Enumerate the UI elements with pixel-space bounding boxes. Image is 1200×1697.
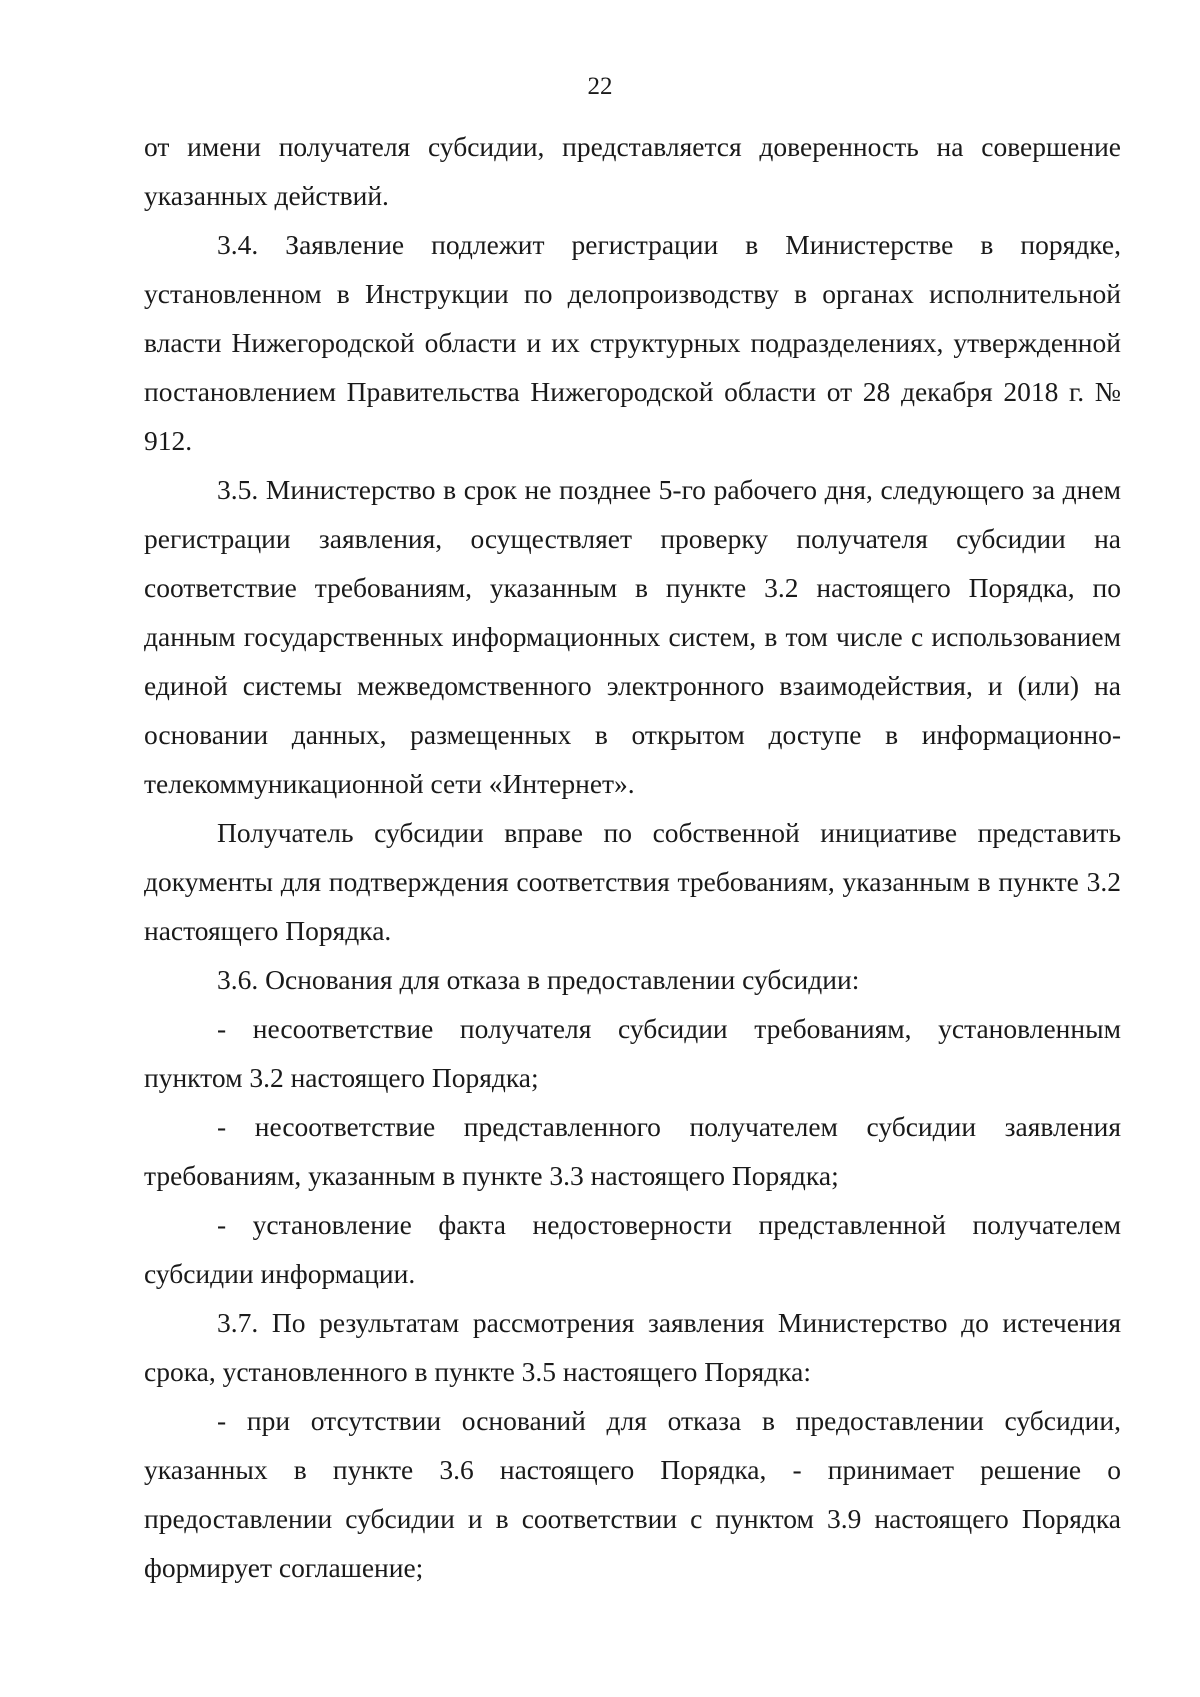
paragraph-3-6: 3.6. Основания для отказа в предоставлении субсидии: — [217, 964, 860, 995]
list-item-refusal-3: - установление факта недостоверности представленной получателем субсидии информации. — [144, 1209, 1121, 1289]
list-item-decision-1: - при отсутствии оснований для отказа в предоставлении субсидии, указанных в пункте 3.6 настоящего Порядка, - принимает решение о предоставлении субсидии и в соответствии с пунктом 3.9 настоящего Порядка формирует соглашение; — [144, 1405, 1121, 1583]
paragraph-3-5: 3.5. Министерство в срок не позднее 5-го рабочего дня, следующего за днем регистрации заявления, осуществляет проверку получателя субсидии на соответствие требованиям, указанным в пункте 3.2 настоящего Порядка, по данным государственных информационных систем, в том числе с использованием единой системы межведомственного электронного взаимодействия, и (или) на основании данных, размещенных в открытом доступе в информационно-телекоммуникационной сети «Интернет». — [144, 474, 1121, 799]
paragraph-continuation: от имени получателя субсидии, представляется доверенность на совершение указанных действий. — [144, 131, 1121, 211]
page-number: 22 — [587, 73, 613, 100]
paragraph-3-7: 3.7. По результатам рассмотрения заявления Министерство до истечения срока, установленного в пункте 3.5 настоящего Порядка: — [144, 1307, 1121, 1387]
document-body — [144, 122, 1121, 1592]
paragraph-recipient-initiative: Получатель субсидии вправе по собственной инициативе представить документы для подтверждения соответствия требованиям, указанным в пункте 3.2 настоящего Порядка. — [144, 817, 1121, 946]
list-item-refusal-1: - несоответствие получателя субсидии требованиям, установленным пунктом 3.2 настоящего Порядка; — [144, 1013, 1121, 1093]
paragraph-3-4: 3.4. Заявление подлежит регистрации в Министерстве в порядке, установленном в Инструкции по делопроизводству в органах исполнительной власти Нижегородской области и их структурных подразделениях, утвержденной постановлением Правительства Нижегородской области от 28 декабря 2018 г. № 912. — [144, 229, 1121, 456]
list-item-refusal-2: - несоответствие представленного получателем субсидии заявления требованиям, указанным в пункте 3.3 настоящего Порядка; — [144, 1111, 1121, 1191]
